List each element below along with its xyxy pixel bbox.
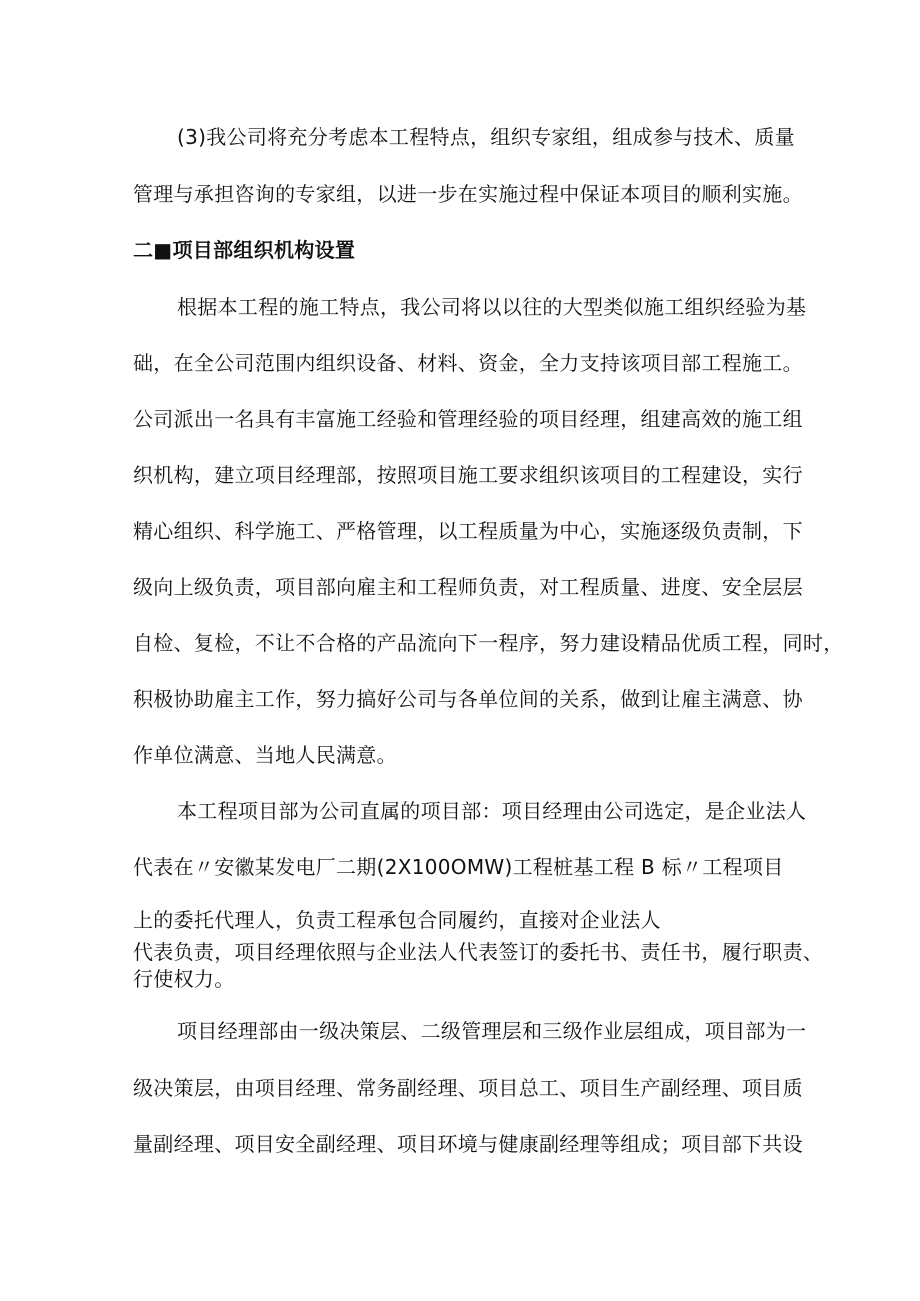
paragraph-1-line-1: (3)我公司将充分考虑本工程特点，组织专家组，组成参与技术、质量 <box>177 125 795 149</box>
paragraph-2-line-8: 积极协助雇主工作，努力搞好公司与各单位间的关系，做到让雇主满意、协 <box>133 687 803 711</box>
paragraph-3-line-5: 行使权力。 <box>133 967 235 991</box>
paragraph-1-line-2: 管理与承担咨询的专家组，以进一步在实施过程中保证本项目的顺利实施。 <box>133 182 803 206</box>
section-heading: 二■项目部组织机构设置 <box>133 238 356 262</box>
paragraph-2-line-7: 自检、复检，不让不合格的产品流向下一程序，努力建设精品优质工程，同时， <box>133 631 844 655</box>
paragraph-3-line-1: 本工程项目部为公司直属的项目部：项目经理由公司选定，是企业法人 <box>177 799 807 823</box>
paragraph-3-line-2: 代表在〃安徽某发电厂二期(2X100OMW)工程桩基工程 B 标〃工程项目 <box>133 855 784 879</box>
paragraph-2-line-4: 织机构，建立项目经理部，按照项目施工要求组织该项目的工程建设，实行 <box>133 463 803 487</box>
paragraph-2-line-2: 础，在全公司范围内组织设备、材料、资金，全力支持该项目部工程施工。 <box>133 351 803 375</box>
paragraph-2-line-3: 公司派出一名具有丰富施工经验和管理经验的项目经理，组建高效的施工组 <box>133 407 803 431</box>
paragraph-4-line-2: 级决策层，由项目经理、常务副经理、项目总工、项目生产副经理、项目质 <box>133 1076 803 1100</box>
paragraph-2-line-1: 根据本工程的施工特点，我公司将以以往的大型类似施工组织经验为基 <box>177 295 807 319</box>
paragraph-4-line-3: 量副经理、项目安全副经理、项目环境与健康副经理等组成；项目部下共设 <box>133 1132 803 1156</box>
paragraph-2-line-9: 作单位满意、当地人民满意。 <box>133 743 397 767</box>
paragraph-4-line-1: 项目经理部由一级决策层、二级管理层和三级作业层组成，项目部为一 <box>177 1019 807 1043</box>
paragraph-3-line-4: 代表负责，项目经理依照与企业法人代表签订的委托书、责任书，履行职责、 <box>133 940 824 964</box>
paragraph-2-line-6: 级向上级负责，项目部向雇主和工程师负责，对工程质量、进度、安全层层 <box>133 575 803 599</box>
paragraph-2-line-5: 精心组织、科学施工、严格管理，以工程质量为中心，实施逐级负责制，下 <box>133 519 803 543</box>
paragraph-3-line-3: 上的委托代理人，负责工程承包合同履约，直接对企业法人 <box>133 908 661 932</box>
